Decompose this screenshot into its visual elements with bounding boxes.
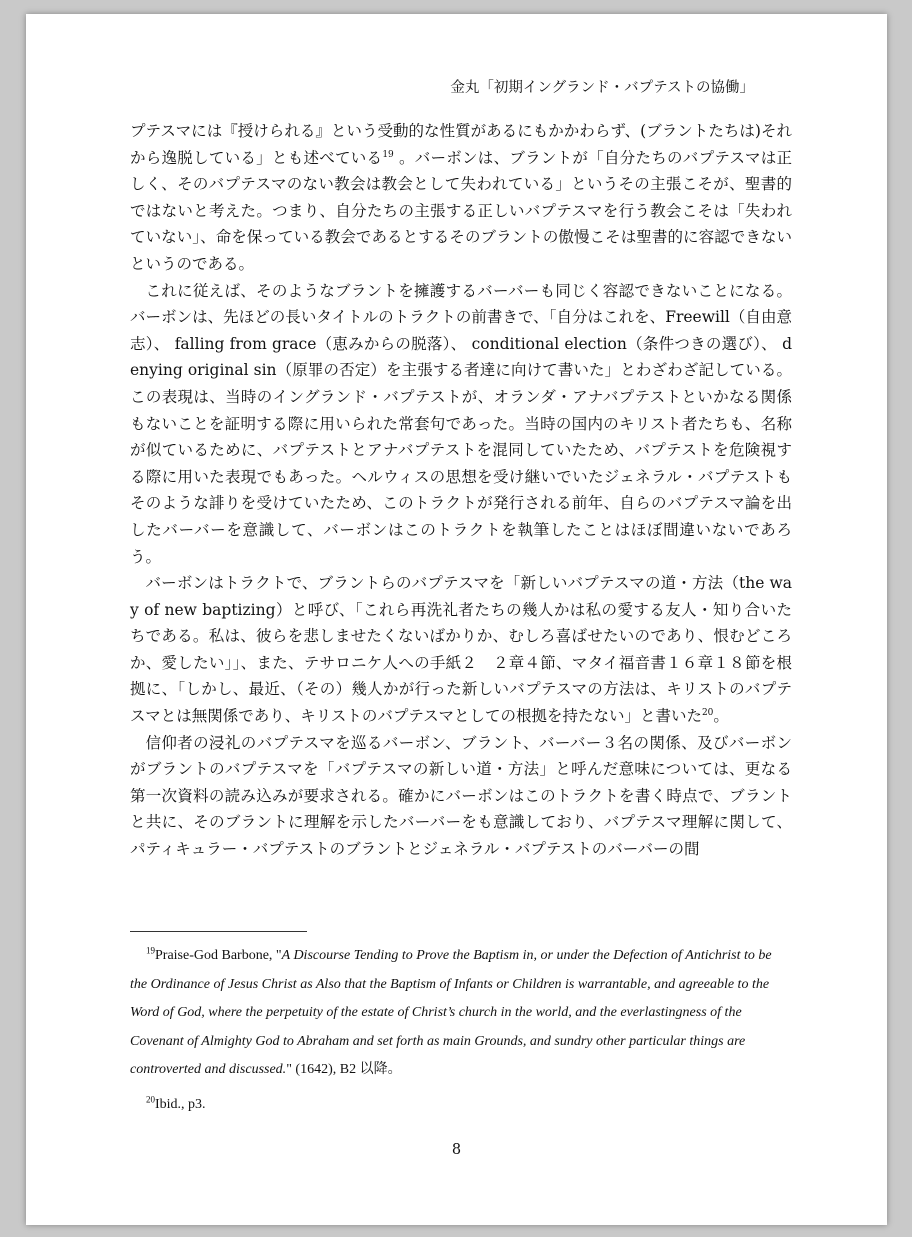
- footnote-20: [130, 1091, 790, 1120]
- footnote-ref-20[interactable]: 20: [701, 707, 714, 718]
- footnote-ref-19[interactable]: 19: [382, 149, 394, 160]
- paragraph-2: これに従えば、そのようなブラントを擁護するバーバーも同じく容認できないことになる。バーボンは、先ほどの長いタイトルのトラクトの前書きで、「自分はこれを、Freewill（自由意志）、 falling from grace（恵みからの脱落）、 conditional election（条件つきの選び）、 denying original sin（原罪の否定）を主張する者達に向けて書いた」とわざわざ記している。この表現は、当時のイングランド・バプテストが、オランダ・アナバプテストといかなる関係もないことを証明する際に用いられた常套句であった。当時の国内のキリスト者たちも、名称が似ているために、バプテストとアナバプテストを混同していたため、バプテストを危険視する際に用いた表現でもあった。ヘルウィスの思想を受け継いでいたジェネラル・バプテストもそのような誹りを受けていたため、このトラクトが発行される前年、自らのバプテスマ論を出したバーバーを意識して、バーボンはこのトラクトを執筆したことはほぼ間違いないであろう。: [130, 281, 792, 566]
- body-text: [130, 118, 792, 863]
- paragraph-3: [130, 570, 792, 730]
- footnote-19: [130, 942, 790, 1085]
- document-page: [26, 14, 887, 1225]
- footnote-number-20: 20: [146, 1094, 155, 1105]
- page-number: 8: [451, 1142, 462, 1158]
- paragraph-1-text-cont: 。バーボンは、ブラントが「自分たちのバプテスマは正しく、そのバプテスマのない教会は教会として失われている」というその主張こそが、聖書的ではないと考えた。つまり、自分たちの主張する正しいバプテスマを行う教会こそは「失われていない」、命を保っている教会であるとするそのブラントの傲慢こそは聖書的に容認できないというのである。: [130, 148, 792, 273]
- footnote-19-title: A Discourse Tending to Prove the Baptism in, or under the Defection of Antichrist to be the Ordinance of Jesus Christ as Also that the Baptism of Infants or Children is warrantable, and agreeable to the Word of God, where the perpetuity of the estate of Christ’s church in the world, and the everlastingness of the Covenant of Almighty God to Abraham and set forth as main Grounds, and sundry other particular things are controverted and discussed.: [130, 948, 772, 1078]
- paragraph-3-text-cont: 。: [713, 707, 729, 726]
- footnote-20-text: Ibid., p3.: [155, 1096, 206, 1112]
- footnote-19-tail: " (1642), B2 以降。: [286, 1062, 402, 1078]
- paragraph-1: [130, 118, 792, 278]
- paragraph-3-text: バーボンはトラクトで、ブラントらのバプテスマを「新しいバプテスマの道・方法（the way of new baptizing）と呼び、「これら再洗礼者たちの幾人かは私の愛する友人・知り合いたちである。私は、彼らを悲しませたくないばかりか、むしろ喜ばせたいのであり、恨むどころか、愛したい」」、また、テサロニケ人への手紙２ ２章４節、マタイ福音書１６章１８節を根拠に、「しかし、最近、（その）幾人かが行った新しいバプテスマの方法は、キリストのバプテスマとは無関係であり、キリストのバプテスマとしての根拠を持たない」と書いた: [130, 574, 792, 726]
- paragraph-4: 信仰者の浸礼のバプテスマを巡るバーボン、ブラント、バーバー３名の関係、及びバーボンがブラントのバプテスマを「バプテスマの新しい道・方法」と呼んだ意味については、更なる第一次資料の読み込みが要求される。確かにバーボンはこのトラクトを書く時点で、ブラントと共に、そのブラントに理解を示したバーバーをも意識しており、バプテスマ理解に関して、パティキュラー・バプテストのブラントとジェネラル・バプテストのバーバーの間: [130, 733, 792, 859]
- paragraph-1-text: プテスマには『授けられる』という受動的な性質があるにもかかわらず、(ブラントたちは)それから逸脱している」とも述べている: [130, 122, 792, 167]
- footnote-number-19: 19: [146, 945, 155, 956]
- footnote-separator: [130, 931, 307, 932]
- running-header: 金丸「初期イングランド・バプテストの協働」: [450, 80, 754, 96]
- footnote-19-lead: Praise-God Barbone, ": [155, 948, 282, 963]
- footnotes: [130, 942, 790, 1120]
